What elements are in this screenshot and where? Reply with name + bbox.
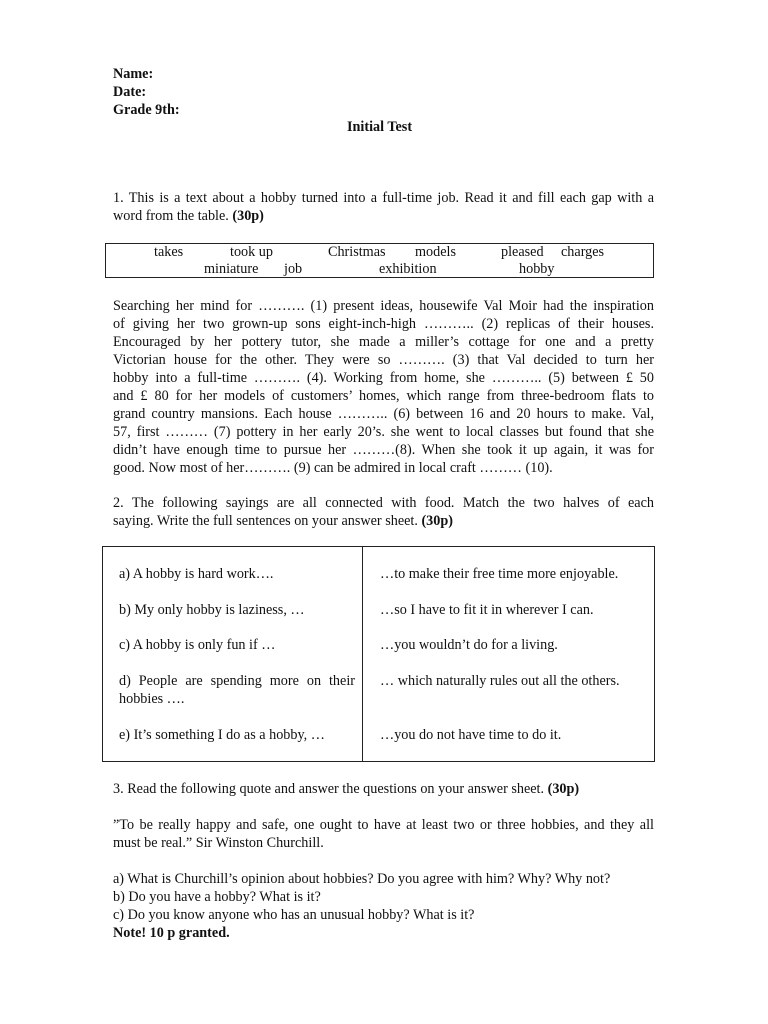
right-item: …you do not have time to do it.: [380, 727, 562, 743]
right-item: …so I have to fit it in wherever I can.: [380, 602, 594, 618]
question-b: b) Do you have a hobby? What is it?: [113, 889, 321, 905]
date-label: Date:: [113, 84, 147, 100]
question-a: a) What is Churchill’s opinion about hobbies? Do you agree with him? Why? Why not?: [113, 871, 611, 887]
left-item: b) My only hobby is laziness, …: [119, 602, 305, 618]
right-item: … which naturally rules out all the others.: [380, 673, 620, 689]
word-bank-item: charges: [561, 244, 605, 260]
section1-points: (30p): [232, 208, 264, 224]
gap-fill-line: Victorian house for the other. They were so ………. (3) that Val decided to turn her: [113, 352, 654, 368]
right-column: [363, 547, 655, 762]
word-bank-item: hobby: [519, 261, 555, 277]
gap-fill-text: [113, 297, 654, 477]
gap-fill-line: and £ 80 for her models of customers’ homes, which range from three-bedroom flats to: [113, 388, 654, 404]
section3-points: (30p): [547, 781, 580, 797]
word-bank-item: miniature: [204, 261, 259, 277]
section3-instruction: 3. Read the following quote and answer the questions on your answer sheet. (30p): [113, 781, 580, 797]
left-item: e) It’s something I do as a hobby, …: [119, 727, 325, 743]
right-item: …to make their free time more enjoyable.: [380, 566, 619, 582]
section1-instruction-line: 1. This is a text about a hobby turned into a full-time job. Read it and fill each gap with a: [113, 190, 654, 206]
left-item: c) A hobby is only fun if …: [119, 637, 276, 653]
word-bank-item: models: [415, 244, 456, 260]
question-c: c) Do you know anyone who has an unusual hobby? What is it?: [113, 907, 475, 923]
left-item: d) People are spending more on their: [119, 673, 355, 689]
word-bank-item: took up: [230, 244, 273, 260]
gap-fill-line: Searching her mind for ………. (1) present ideas, housewife Val Moir had the inspiration: [113, 298, 654, 314]
word-bank-item: takes: [154, 244, 184, 260]
gap-fill-line: grand country mansions. Each house ……….. (6) between 16 and 20 hours to make. Val,: [113, 406, 654, 422]
gap-fill-line: good. Now most of her………. (9) can be admired in local craft ……… (10).: [113, 460, 553, 476]
name-label: Name:: [113, 66, 154, 82]
section2-instruction: [113, 494, 654, 530]
gap-fill-line: hobby into a full-time ………. (4). Working from home, she ……….. (5) between £ 50: [113, 370, 654, 386]
left-column: [103, 547, 363, 762]
section2-instruction-line: saying. Write the full sentences on your answer sheet. (30p): [113, 513, 453, 529]
page-title: Initial Test: [347, 119, 413, 135]
gap-fill-line: didn’t have enough time to pursue her ………(8). When she took it up again, it was for: [113, 442, 654, 458]
quote: [113, 816, 654, 852]
section1-instruction: [113, 189, 654, 225]
left-item: a) A hobby is hard work….: [119, 566, 274, 582]
gap-fill-line: Encouraged by her pottery tutor, she made a miller’s cottage for one and a pretty: [113, 334, 654, 350]
note: Note! 10 p granted.: [113, 925, 230, 941]
matching-table: [102, 546, 655, 762]
word-bank-item: job: [284, 261, 303, 277]
grade-label: Grade 9th:: [113, 102, 180, 118]
word-bank-item: Christmas: [328, 244, 386, 260]
right-item: …you wouldn’t do for a living.: [380, 637, 558, 653]
section2-instruction-line: 2. The following sayings are all connected with food. Match the two halves of each: [113, 495, 654, 511]
word-bank: [105, 243, 654, 278]
gap-fill-line: 57, first ……… (7) pottery in her early 20’s. she went to local classes but found that she: [113, 424, 654, 440]
left-item: hobbies ….: [119, 691, 185, 707]
word-bank-item: exhibition: [379, 261, 437, 277]
quote-line: must be real.” Sir Winston Churchill.: [113, 835, 324, 851]
section1-instruction-line: word from the table. (30p): [113, 208, 264, 224]
word-bank-item: pleased: [501, 244, 544, 260]
gap-fill-line: of giving her two grown-up sons eight-inch-high ……….. (2) replicas of their houses.: [113, 316, 654, 332]
quote-line: ”To be really happy and safe, one ought to have at least two or three hobbies, and they all: [113, 817, 654, 833]
section2-points: (30p): [421, 513, 453, 529]
